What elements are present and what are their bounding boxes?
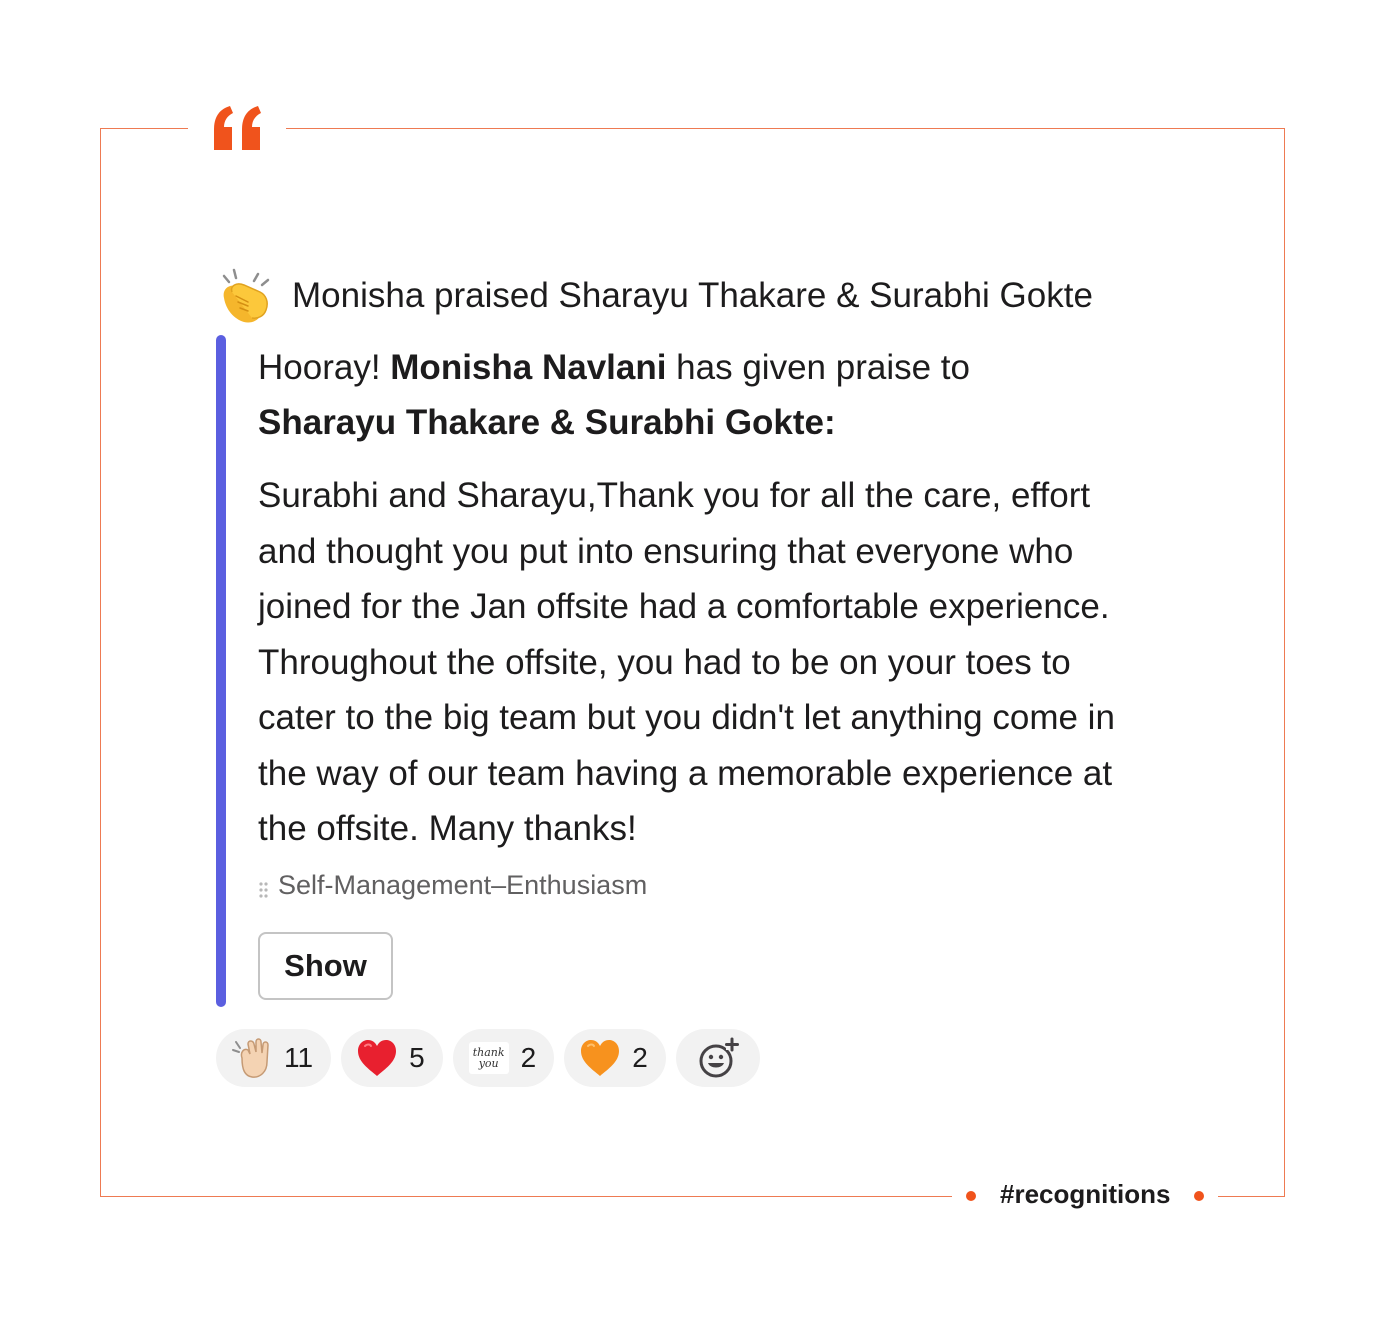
praise-intro [258, 340, 1158, 450]
reaction-count: 2 [520, 1042, 537, 1073]
recipient-names: Sharayu Thakare & Surabhi Gokte: [258, 403, 836, 442]
giver-name: Monisha Navlani [390, 348, 667, 387]
value-tag-label: Self-Management–Enthusiasm [278, 870, 648, 900]
waving-hand-icon [230, 1036, 274, 1080]
thank-you-top: thank [472, 1046, 505, 1059]
hashtag-label: #recognitions [1000, 1179, 1171, 1209]
intro-middle: has given praise to [666, 348, 970, 387]
reaction-waving-hand[interactable] [216, 1029, 331, 1087]
post-header-text: Monisha praised Sharayu Thakare & Surabhi Gokte [292, 276, 1093, 315]
praise-message [258, 340, 1158, 857]
reaction-count: 11 [284, 1042, 314, 1073]
hashtag-badge [952, 1176, 1218, 1216]
grip-icon [258, 876, 272, 896]
reaction-red-heart[interactable] [341, 1029, 443, 1087]
add-reaction-button[interactable] [676, 1029, 760, 1087]
dot-right [1194, 1191, 1204, 1201]
add-reaction-icon [696, 1036, 740, 1080]
thank-you-bottom: you [478, 1057, 499, 1070]
reaction-thank-you[interactable] [453, 1029, 555, 1087]
reaction-orange-heart[interactable] [564, 1029, 666, 1087]
praise-body: Surabhi and Sharayu,Thank you for all the care, effort and thought you put into ensuring that everyone who joined for the Jan offsite had a comfortable experience. Throughout the offsite, you had to be on your toes to cater to the big team but you didn't let anything come in the way of our team having a memorable experience at the offsite. Many thanks! [258, 476, 1115, 848]
post-header [214, 266, 1093, 326]
quote-bar [216, 335, 226, 1007]
reaction-count: 2 [632, 1042, 648, 1073]
quote-mark-badge [188, 90, 286, 170]
thank-you-icon [467, 1036, 511, 1080]
double-quote-icon [206, 104, 268, 154]
orange-heart-icon [578, 1036, 622, 1080]
intro-prefix: Hooray! [258, 348, 391, 387]
value-tag [258, 870, 647, 901]
red-heart-icon [355, 1036, 399, 1080]
reaction-count: 5 [409, 1042, 425, 1073]
reaction-bar [216, 1029, 760, 1087]
dot-left [966, 1191, 976, 1201]
show-button[interactable]: Show [258, 932, 393, 1000]
clapping-hands-icon [214, 266, 278, 326]
